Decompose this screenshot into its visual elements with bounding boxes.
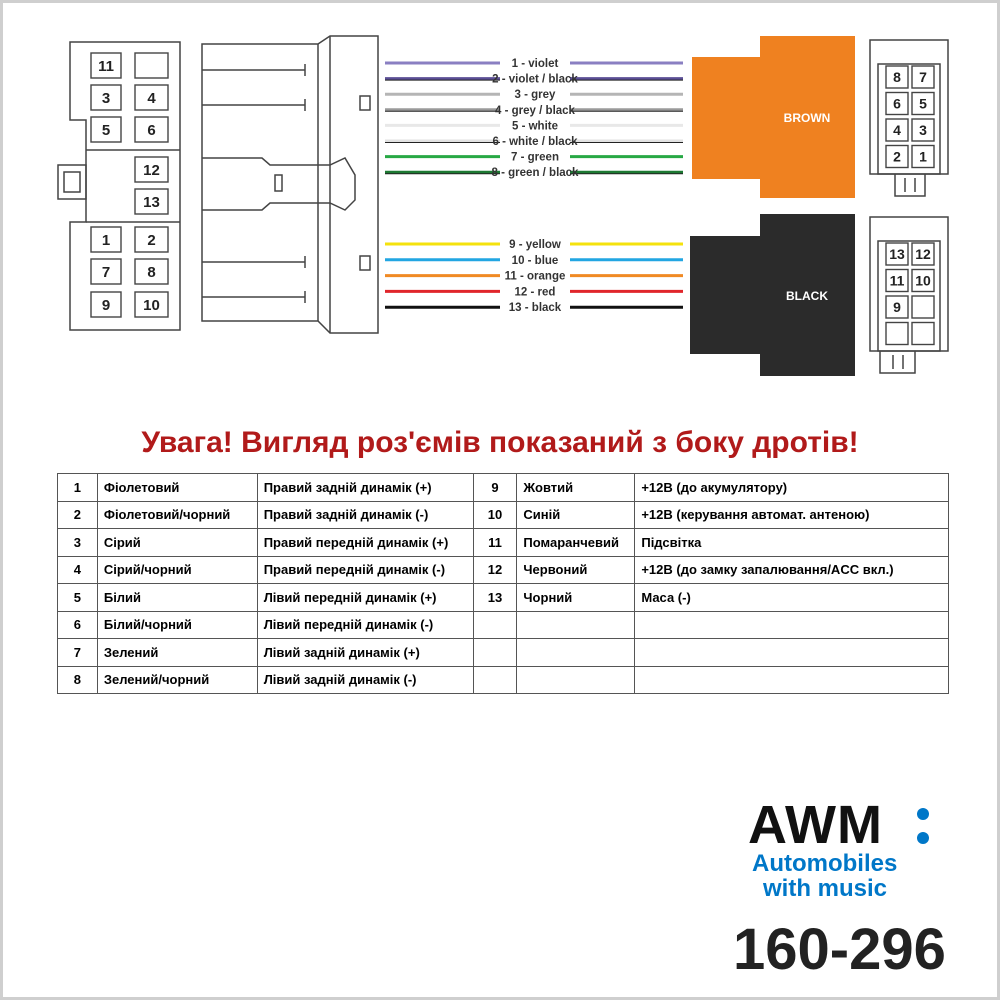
table-row bbox=[58, 556, 949, 584]
pin-number: 13 bbox=[143, 193, 160, 211]
table-cell bbox=[517, 639, 635, 667]
pin-cell bbox=[135, 227, 168, 252]
table-cell: +12В (до замку запалювання/ACC вкл.) bbox=[635, 556, 949, 584]
pin-cell bbox=[886, 93, 908, 115]
brand-tagline-line1: Automobiles bbox=[752, 850, 898, 877]
table-cell: Сірий/чорний bbox=[97, 556, 257, 584]
svg-text:BROWN: BROWN bbox=[783, 111, 831, 125]
brand-tagline-line2: with music bbox=[763, 875, 888, 902]
pin-number: 10 bbox=[143, 296, 160, 314]
brown-connector-face bbox=[870, 40, 948, 196]
wire-label: 8 - green / black bbox=[491, 167, 579, 180]
table-cell bbox=[635, 666, 949, 694]
left-connector-pins bbox=[91, 53, 168, 317]
table-cell bbox=[473, 666, 517, 694]
wire-label: 9 - yellow bbox=[509, 239, 561, 251]
wire bbox=[385, 58, 683, 70]
table-cell: 12 bbox=[473, 556, 517, 584]
table-row bbox=[58, 529, 949, 557]
pin-cell bbox=[135, 292, 168, 317]
pin-cell bbox=[912, 323, 934, 345]
wire-label: 6 - white / black bbox=[492, 136, 578, 148]
table-cell bbox=[473, 611, 517, 639]
warning-text: Увага! Вигляд роз'ємів показаний з боку дротів! bbox=[141, 426, 859, 459]
table-cell: Зелений/чорний bbox=[97, 666, 257, 694]
table-cell bbox=[473, 639, 517, 667]
table-cell: Синій bbox=[517, 501, 635, 529]
table-cell bbox=[517, 611, 635, 639]
wire-label: 5 - white bbox=[511, 120, 559, 133]
pin-number: 3 bbox=[101, 89, 111, 107]
pin-number: 5 bbox=[101, 121, 111, 139]
pin-number: 13 bbox=[889, 246, 905, 263]
wire bbox=[385, 167, 683, 179]
table-cell bbox=[635, 639, 949, 667]
table-cell: 11 bbox=[473, 529, 517, 557]
table-cell: +12В (до акумулятору) bbox=[635, 474, 949, 502]
table-cell: 5 bbox=[58, 584, 98, 612]
brown-connector-pins bbox=[886, 66, 934, 168]
wire bbox=[385, 239, 683, 251]
brown-connector-block bbox=[692, 36, 855, 198]
table-cell: Лівий задній динамік (+) bbox=[257, 639, 473, 667]
brand-logo-text: AWM bbox=[748, 795, 883, 855]
pin-number: 11 bbox=[889, 272, 905, 289]
table-cell: 10 bbox=[473, 501, 517, 529]
brand-logo-colon bbox=[917, 808, 931, 848]
wire bbox=[385, 271, 683, 283]
table-cell: Білий bbox=[97, 584, 257, 612]
table-row bbox=[58, 501, 949, 529]
table-cell: Жовтий bbox=[517, 474, 635, 502]
pin-number: 11 bbox=[98, 57, 114, 75]
wire-label: 11 - orange bbox=[504, 270, 566, 283]
pin-number: 7 bbox=[919, 69, 927, 86]
pin-number: 12 bbox=[915, 246, 931, 263]
table-cell: Правий передній динамік (+) bbox=[257, 529, 473, 557]
pin-number: 5 bbox=[919, 95, 927, 112]
table-cell: Маса (-) bbox=[635, 584, 949, 612]
pin-number: 12 bbox=[143, 161, 160, 179]
wire bbox=[385, 286, 683, 298]
wire-label: 7 - green bbox=[511, 151, 559, 164]
table-cell: Лівий передній динамік (+) bbox=[257, 584, 473, 612]
table-cell: Білий/чорний bbox=[97, 611, 257, 639]
table-row bbox=[58, 611, 949, 639]
wire bbox=[385, 105, 683, 117]
pin-cell bbox=[912, 66, 934, 88]
pin-number: 6 bbox=[147, 121, 156, 139]
pin-cell bbox=[135, 117, 168, 142]
black-connector-pins bbox=[886, 243, 934, 345]
pin-cell bbox=[886, 146, 908, 168]
wire-label: 13 - black bbox=[508, 302, 562, 315]
table-cell: Фіолетовий bbox=[97, 474, 257, 502]
pin-number: 10 bbox=[915, 272, 931, 289]
pin-number: 9 bbox=[893, 299, 901, 316]
wire-label: 12 - red bbox=[514, 286, 556, 299]
pin-number: 1 bbox=[101, 231, 111, 249]
pin-number: 3 bbox=[919, 122, 927, 139]
pin-cell bbox=[912, 296, 934, 318]
pin-cell bbox=[135, 259, 168, 284]
pinout-table bbox=[57, 473, 949, 694]
pin-cell bbox=[912, 93, 934, 115]
pin-number: 2 bbox=[893, 148, 901, 165]
table-cell: 13 bbox=[473, 584, 517, 612]
pin-cell bbox=[912, 243, 934, 265]
table-cell: 6 bbox=[58, 611, 98, 639]
table-cell: 2 bbox=[58, 501, 98, 529]
table-cell: 9 bbox=[473, 474, 517, 502]
pin-number: 2 bbox=[147, 231, 156, 249]
wire-label: 2 - violet / black bbox=[492, 73, 578, 86]
pin-number: 7 bbox=[101, 263, 111, 281]
wire-list bbox=[385, 58, 683, 314]
pin-cell bbox=[912, 119, 934, 141]
table-cell: Правий передній динамік (-) bbox=[257, 556, 473, 584]
pin-number: 8 bbox=[893, 69, 901, 86]
table-cell: Правий задній динамік (-) bbox=[257, 501, 473, 529]
pin-cell bbox=[912, 146, 934, 168]
pin-cell bbox=[886, 323, 908, 345]
wire bbox=[385, 89, 683, 101]
pin-number: 4 bbox=[893, 122, 901, 139]
table-cell: Лівий задній динамік (-) bbox=[257, 666, 473, 694]
table-cell: Підсвітка bbox=[635, 529, 949, 557]
pin-cell bbox=[91, 227, 121, 252]
wire-label: 10 - blue bbox=[511, 254, 559, 267]
table-cell: Сірий bbox=[97, 529, 257, 557]
wire bbox=[385, 74, 683, 86]
pin-number: 1 bbox=[919, 148, 927, 165]
svg-text:BLACK: BLACK bbox=[786, 289, 828, 303]
pin-number: 4 bbox=[147, 89, 156, 107]
table-cell: Лівий передній динамік (-) bbox=[257, 611, 473, 639]
wire-label: 3 - grey bbox=[514, 89, 556, 102]
table-row bbox=[58, 666, 949, 694]
pin-cell bbox=[886, 270, 908, 292]
wire bbox=[385, 302, 683, 314]
product-code: 160-296 bbox=[733, 917, 946, 982]
table-cell: 1 bbox=[58, 474, 98, 502]
table-cell: Чорний bbox=[517, 584, 635, 612]
pin-cell bbox=[91, 292, 121, 317]
black-connector-block bbox=[690, 214, 855, 376]
pin-cell bbox=[135, 53, 168, 78]
pin-cell bbox=[135, 157, 168, 182]
table-cell: Помаранчевий bbox=[517, 529, 635, 557]
wire bbox=[385, 255, 683, 267]
pin-cell bbox=[91, 117, 121, 142]
connector-housing bbox=[202, 36, 378, 333]
black-connector-face bbox=[870, 217, 948, 373]
table-cell: Червоний bbox=[517, 556, 635, 584]
wire bbox=[385, 152, 683, 164]
wire bbox=[385, 120, 683, 132]
wire-label: 1 - violet bbox=[511, 58, 559, 70]
pin-cell bbox=[135, 85, 168, 110]
wiring-diagram bbox=[0, 0, 1000, 420]
pin-cell bbox=[912, 270, 934, 292]
pin-cell bbox=[886, 119, 908, 141]
pin-cell bbox=[91, 53, 121, 78]
table-cell: Зелений bbox=[97, 639, 257, 667]
table-cell: Фіолетовий/чорний bbox=[97, 501, 257, 529]
table-row bbox=[58, 584, 949, 612]
pin-cell bbox=[91, 259, 121, 284]
table-cell: 3 bbox=[58, 529, 98, 557]
table-row bbox=[58, 639, 949, 667]
wire-label: 4 - grey / black bbox=[495, 104, 575, 117]
table-cell: Правий задній динамік (+) bbox=[257, 474, 473, 502]
pin-cell bbox=[886, 66, 908, 88]
table-cell: 4 bbox=[58, 556, 98, 584]
table-row bbox=[58, 474, 949, 502]
table-cell: 7 bbox=[58, 639, 98, 667]
pin-cell bbox=[886, 243, 908, 265]
table-cell bbox=[635, 611, 949, 639]
pin-number: 9 bbox=[101, 296, 111, 314]
pin-cell bbox=[886, 296, 908, 318]
pin-number: 8 bbox=[147, 263, 156, 281]
table-cell: 8 bbox=[58, 666, 98, 694]
pin-cell bbox=[135, 189, 168, 214]
wire bbox=[385, 136, 683, 148]
table-cell bbox=[517, 666, 635, 694]
pin-number: 6 bbox=[893, 95, 901, 112]
pin-cell bbox=[91, 85, 121, 110]
table-cell: +12В (керування автомат. антеною) bbox=[635, 501, 949, 529]
